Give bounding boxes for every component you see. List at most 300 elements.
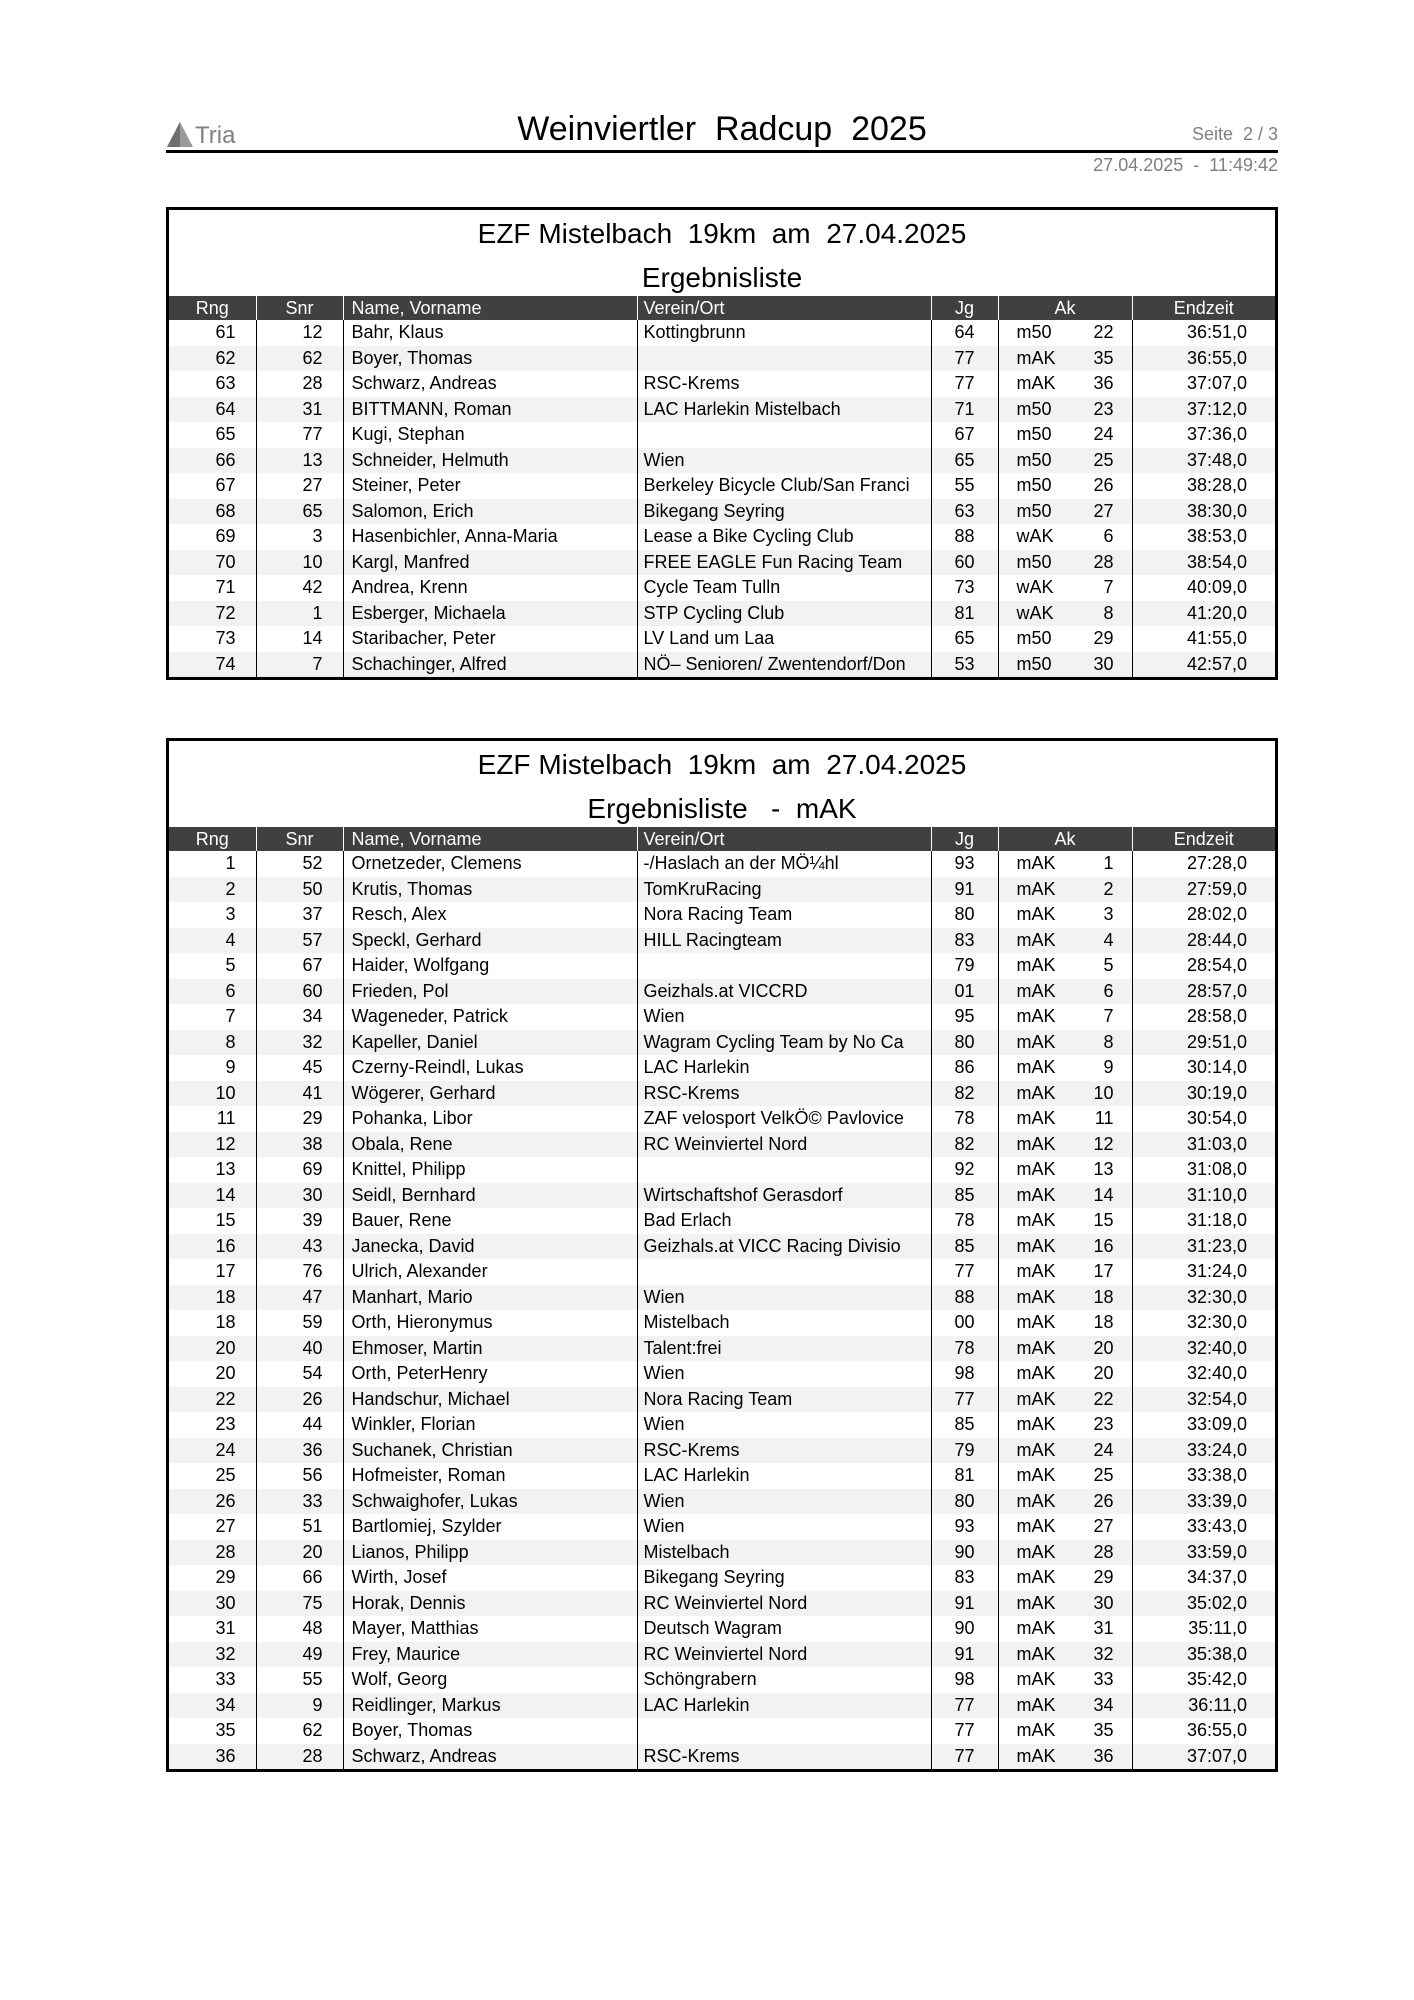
age-class-rank: 20 [1093,1363,1114,1383]
cell-name: Orth, PeterHenry [343,1361,637,1387]
cell-birth-year: 71 [931,397,998,423]
cell-age-class [998,499,1132,525]
table-row [169,1438,1275,1464]
cell-club: RSC-Krems [637,1081,931,1107]
cell-name: BITTMANN, Roman [343,397,637,423]
age-class-rank: 9 [1103,1057,1114,1077]
cell-club: LAC Harlekin [637,1463,931,1489]
cell-name: Kapeller, Daniel [343,1030,637,1056]
cell-finish-time: 27:28,0 [1132,851,1275,877]
cell-birth-year: 67 [931,422,998,448]
cell-rank: 61 [215,322,236,342]
cell-club [637,1259,931,1285]
age-class-rank: 16 [1093,1235,1114,1256]
cell-club: Deutsch Wagram [637,1616,931,1642]
cell-name: Schwaighofer, Lukas [343,1489,637,1515]
cell-start-number: 7 [256,652,343,678]
age-class-code: mAK [1016,1235,1056,1256]
cell-start-number: 65 [256,499,343,525]
results-table-mak [166,738,1278,1772]
cell-age-class [998,1030,1132,1056]
cell-rank: 31 [215,1618,236,1638]
table-row [169,877,1275,903]
age-class-rank: 23 [1093,1414,1114,1434]
cell-rank: 26 [169,1489,256,1515]
cell-club [637,953,931,979]
cell-club: LAC Harlekin [637,1693,931,1719]
cell-birth-year: 77 [931,371,998,397]
cell-birth-year: 81 [931,1463,998,1489]
cell-age-class [998,1591,1132,1617]
cell-birth-year: 83 [931,1565,998,1591]
cell-start-number: 44 [256,1412,343,1438]
cell-birth-year: 01 [931,979,998,1005]
cell-birth-year: 00 [931,1310,998,1336]
table-row [169,601,1275,627]
cell-rank: 64 [169,397,256,423]
cell-club: RSC-Krems [637,371,931,397]
cell-age-class [998,1361,1132,1387]
cell-age-class [998,422,1132,448]
table-body [169,851,1275,1769]
cell-age-class [998,1693,1132,1719]
table-row [169,1132,1275,1158]
cell-age-class [998,1489,1132,1515]
cell-start-number: 13 [256,448,343,474]
table-row [169,1361,1275,1387]
cell-age-class [998,979,1132,1005]
cell-name: Staribacher, Peter [343,626,637,652]
cell-age-class [998,371,1132,397]
cell-birth-year: 82 [931,1132,998,1158]
cell-rank: 15 [215,1210,236,1230]
age-class-rank: 23 [1093,398,1114,419]
cell-rank: 8 [169,1030,256,1056]
cell-name: Suchanek, Christian [343,1438,637,1464]
cell-age-class [998,473,1132,499]
cell-club: Bad Erlach [637,1208,931,1234]
cell-start-number: 54 [256,1361,343,1387]
cell-rank: 29 [215,1567,236,1587]
cell-start-number: 40 [256,1336,343,1362]
age-class-rank: 24 [1093,1439,1114,1460]
cell-start-number: 28 [256,1744,343,1770]
cell-name: Schwarz, Andreas [343,1744,637,1770]
cell-name: Reidlinger, Markus [343,1693,637,1719]
table-row [169,524,1275,550]
cell-rank: 20 [169,1336,256,1362]
cell-start-number: 36 [256,1438,343,1464]
table-row [169,1285,1275,1311]
header-verein: Verein/Ort [637,296,931,320]
cell-start-number: 37 [256,902,343,928]
age-class-rank: 35 [1093,347,1114,368]
table-row [169,1591,1275,1617]
cell-rank: 72 [169,601,256,627]
cell-birth-year: 78 [931,1208,998,1234]
cell-age-class [998,928,1132,954]
age-class-rank: 5 [1103,955,1114,975]
cell-rank: 9 [225,1057,236,1077]
cell-finish-time: 31:24,0 [1132,1259,1275,1285]
cell-rank: 6 [169,979,256,1005]
cell-birth-year: 88 [931,524,998,550]
age-class-code: mAK [1016,1414,1056,1434]
cell-rank: 34 [169,1693,256,1719]
cell-name: Frieden, Pol [343,979,637,1005]
cell-name: Manhart, Mario [343,1285,637,1311]
cell-start-number: 48 [256,1616,343,1642]
cell-club: LAC Harlekin [637,1055,931,1081]
cell-start-number: 1 [256,601,343,627]
cell-start-number: 20 [256,1540,343,1566]
cell-finish-time: 33:39,0 [1132,1489,1275,1515]
cell-age-class [998,877,1132,903]
cell-rank: 74 [169,652,256,678]
cell-club: Wien [637,448,931,474]
age-class-code: m50 [1016,628,1052,648]
table-body [169,320,1275,677]
cell-age-class [998,1285,1132,1311]
age-class-rank: 8 [1103,602,1114,623]
cell-club [637,1718,931,1744]
cell-age-class [998,601,1132,627]
age-class-code: mAK [1016,1031,1056,1052]
cell-birth-year: 63 [931,499,998,525]
age-class-rank: 6 [1103,526,1114,546]
table-row [169,1412,1275,1438]
cell-finish-time: 41:20,0 [1132,601,1275,627]
age-class-rank: 34 [1093,1694,1114,1715]
age-class-code: mAK [1016,929,1056,950]
age-class-code: mAK [1016,1006,1056,1026]
age-class-code: mAK [1016,1669,1056,1689]
cell-finish-time: 35:02,0 [1132,1591,1275,1617]
cell-club: Berkeley Bicycle Club/San Franci [637,473,931,499]
cell-birth-year: 83 [931,928,998,954]
cell-rank: 35 [215,1720,236,1740]
age-class-code: mAK [1016,980,1056,1001]
cell-start-number: 34 [256,1004,343,1030]
cell-club: Mistelbach [637,1310,931,1336]
cell-birth-year: 90 [931,1616,998,1642]
cell-name: Salomon, Erich [343,499,637,525]
cell-name: Schachinger, Alfred [343,652,637,678]
age-class-rank: 29 [1093,1567,1114,1587]
age-class-rank: 25 [1093,449,1114,470]
cell-rank: 23 [215,1414,236,1434]
age-class-rank: 18 [1093,1312,1114,1332]
age-class-code: mAK [1016,1159,1056,1179]
cell-name: Wögerer, Gerhard [343,1081,637,1107]
age-class-code: mAK [1016,1312,1056,1332]
cell-name: Hofmeister, Roman [343,1463,637,1489]
table-row [169,371,1275,397]
cell-start-number: 47 [256,1285,343,1311]
cell-rank: 70 [169,550,256,576]
table-row [169,1514,1275,1540]
cell-finish-time: 37:07,0 [1132,1744,1275,1770]
cell-club: FREE EAGLE Fun Racing Team [637,550,931,576]
cell-name: Esberger, Michaela [343,601,637,627]
cell-birth-year: 91 [931,877,998,903]
table-row [169,1693,1275,1719]
cell-finish-time: 36:55,0 [1132,1718,1275,1744]
cell-birth-year: 81 [931,601,998,627]
cell-finish-time: 37:07,0 [1132,371,1275,397]
age-class-code: mAK [1016,1133,1056,1154]
cell-rank: 2 [169,877,256,903]
header-jg: Jg [931,296,998,320]
cell-start-number: 60 [256,979,343,1005]
cell-name: Bahr, Klaus [343,320,637,346]
cell-rank: 65 [215,424,236,444]
table-row [169,1616,1275,1642]
cell-finish-time: 28:57,0 [1132,979,1275,1005]
cell-start-number: 52 [256,851,343,877]
cell-name: Winkler, Florian [343,1412,637,1438]
cell-club: Wien [637,1285,931,1311]
cell-rank: 25 [215,1465,236,1485]
table-row [169,1667,1275,1693]
cell-birth-year: 65 [931,626,998,652]
table-row [169,1234,1275,1260]
cell-start-number: 77 [256,422,343,448]
cell-name: Andrea, Krenn [343,575,637,601]
cell-start-number: 27 [256,473,343,499]
cell-finish-time: 32:54,0 [1132,1387,1275,1413]
cell-name: Horak, Dennis [343,1591,637,1617]
age-class-rank: 2 [1103,878,1114,899]
cell-start-number: 57 [256,928,343,954]
age-class-rank: 28 [1093,1541,1114,1562]
cell-name: Kargl, Manfred [343,550,637,576]
cell-rank: 17 [215,1261,236,1281]
cell-name: Wageneder, Patrick [343,1004,637,1030]
cell-finish-time: 31:18,0 [1132,1208,1275,1234]
table-row [169,1565,1275,1591]
table-header-row [169,296,1275,320]
cell-rank: 30 [169,1591,256,1617]
age-class-code: mAK [1016,1337,1056,1358]
cell-finish-time: 28:44,0 [1132,928,1275,954]
cell-start-number: 67 [256,953,343,979]
table-row [169,1259,1275,1285]
cell-club: Wien [637,1514,931,1540]
table-row [169,953,1275,979]
cell-name: Mayer, Matthias [343,1616,637,1642]
cell-birth-year: 60 [931,550,998,576]
cell-finish-time: 31:23,0 [1132,1234,1275,1260]
cell-rank: 69 [215,526,236,546]
age-class-code: wAK [1016,602,1054,623]
cell-finish-time: 27:59,0 [1132,877,1275,903]
cell-club: Schöngrabern [637,1667,931,1693]
cell-birth-year: 64 [931,320,998,346]
cell-birth-year: 80 [931,902,998,928]
cell-name: Steiner, Peter [343,473,637,499]
cell-finish-time: 30:19,0 [1132,1081,1275,1107]
cell-start-number: 31 [256,397,343,423]
cell-finish-time: 35:42,0 [1132,1667,1275,1693]
cell-rank: 7 [225,1006,236,1026]
age-class-rank: 26 [1093,1490,1114,1511]
age-class-rank: 12 [1093,1133,1114,1154]
cell-age-class [998,1132,1132,1158]
header-endzeit: Endzeit [1132,827,1275,851]
cell-start-number: 59 [256,1310,343,1336]
table-row [169,1183,1275,1209]
cell-club: Wien [637,1412,931,1438]
table-row [169,1157,1275,1183]
age-class-code: mAK [1016,1465,1056,1485]
table-row [169,1055,1275,1081]
age-class-code: mAK [1016,1745,1056,1766]
age-class-rank: 17 [1093,1261,1114,1281]
age-class-code: mAK [1016,853,1056,873]
cell-finish-time: 38:54,0 [1132,550,1275,576]
cell-age-class [998,575,1132,601]
cell-start-number: 39 [256,1208,343,1234]
table-row [169,397,1275,423]
table-subtitle: Ergebnisliste - mAK [587,793,857,824]
age-class-code: mAK [1016,1490,1056,1511]
cell-name: Lianos, Philipp [343,1540,637,1566]
cell-club: Wien [637,1489,931,1515]
cell-age-class [998,1412,1132,1438]
age-class-rank: 15 [1093,1210,1114,1230]
age-class-code: mAK [1016,373,1056,393]
header-name: Name, Vorname [343,296,637,320]
cell-rank: 18 [215,1312,236,1332]
age-class-rank: 13 [1093,1159,1114,1179]
age-class-rank: 32 [1093,1643,1114,1664]
age-class-rank: 27 [1093,1516,1114,1536]
cell-rank: 63 [215,373,236,393]
cell-rank: 4 [169,928,256,954]
cell-name: Haider, Wolfgang [343,953,637,979]
age-class-rank: 14 [1093,1184,1114,1205]
table-row [169,473,1275,499]
header-verein: Verein/Ort [637,827,931,851]
cell-rank: 10 [169,1081,256,1107]
age-class-code: mAK [1016,1363,1056,1383]
cell-name: Speckl, Gerhard [343,928,637,954]
cell-age-class [998,1183,1132,1209]
cell-start-number: 3 [256,524,343,550]
cell-rank: 28 [169,1540,256,1566]
cell-birth-year: 90 [931,1540,998,1566]
cell-start-number: 30 [256,1183,343,1209]
age-class-code: wAK [1016,577,1054,597]
cell-finish-time: 32:40,0 [1132,1361,1275,1387]
cell-age-class [998,851,1132,877]
age-class-rank: 28 [1093,551,1114,572]
print-timestamp: 27.04.2025 - 11:49:42 [1093,155,1278,175]
cell-age-class [998,1310,1132,1336]
table-row [169,1030,1275,1056]
cell-name: Obala, Rene [343,1132,637,1158]
cell-start-number: 49 [256,1642,343,1668]
age-class-code: mAK [1016,1388,1056,1409]
cell-club: Nora Racing Team [637,1387,931,1413]
table-row [169,1106,1275,1132]
age-class-rank: 22 [1093,1388,1114,1409]
cell-start-number: 56 [256,1463,343,1489]
table-row [169,1744,1275,1770]
header-rng: Rng [169,827,256,851]
cell-name: Krutis, Thomas [343,877,637,903]
cell-start-number: 50 [256,877,343,903]
cell-age-class [998,1336,1132,1362]
age-class-code: mAK [1016,1643,1056,1664]
cell-rank: 66 [169,448,256,474]
cell-start-number: 43 [256,1234,343,1260]
header-endzeit: Endzeit [1132,296,1275,320]
age-class-rank: 27 [1093,500,1114,521]
cell-club: -/Haslach an der MÖ¼hl [637,851,931,877]
table-row [169,902,1275,928]
cell-age-class [998,1718,1132,1744]
cell-finish-time: 33:24,0 [1132,1438,1275,1464]
table-row [169,1004,1275,1030]
cell-name: Czerny-Reindl, Lukas [343,1055,637,1081]
header-ak: Ak [998,827,1132,851]
table-row [169,1336,1275,1362]
cell-finish-time: 42:57,0 [1132,652,1275,678]
cell-club: Kottingbrunn [637,320,931,346]
table-row [169,1387,1275,1413]
cell-club: Wien [637,1004,931,1030]
age-class-rank: 6 [1103,980,1114,1001]
cell-age-class [998,346,1132,372]
age-class-rank: 7 [1103,1006,1114,1026]
cell-start-number: 38 [256,1132,343,1158]
cell-finish-time: 28:58,0 [1132,1004,1275,1030]
age-class-code: mAK [1016,1184,1056,1205]
header-rng: Rng [169,296,256,320]
table-header-row [169,827,1275,851]
cell-birth-year: 78 [931,1106,998,1132]
age-class-rank: 36 [1093,373,1114,393]
cell-name: Seidl, Bernhard [343,1183,637,1209]
cell-club: Bikegang Seyring [637,499,931,525]
cell-start-number: 51 [256,1514,343,1540]
cell-birth-year: 53 [931,652,998,678]
cell-age-class [998,652,1132,678]
cell-rank: 12 [169,1132,256,1158]
cell-age-class [998,1642,1132,1668]
age-class-rank: 29 [1093,628,1114,648]
cell-age-class [998,1514,1132,1540]
cell-age-class [998,626,1132,652]
cell-club: Wagram Cycling Team by No Ca [637,1030,931,1056]
results-table-overall [166,207,1278,680]
cell-birth-year: 73 [931,575,998,601]
cell-birth-year: 93 [931,851,998,877]
cell-start-number: 29 [256,1106,343,1132]
cell-age-class [998,1259,1132,1285]
age-class-rank: 4 [1103,929,1114,950]
cell-start-number: 42 [256,575,343,601]
results-table [169,296,1275,677]
age-class-code: mAK [1016,1567,1056,1587]
table-row [169,979,1275,1005]
cell-birth-year: 85 [931,1234,998,1260]
age-class-code: mAK [1016,347,1056,368]
age-class-code: m50 [1016,500,1052,521]
cell-name: Kugi, Stephan [343,422,637,448]
